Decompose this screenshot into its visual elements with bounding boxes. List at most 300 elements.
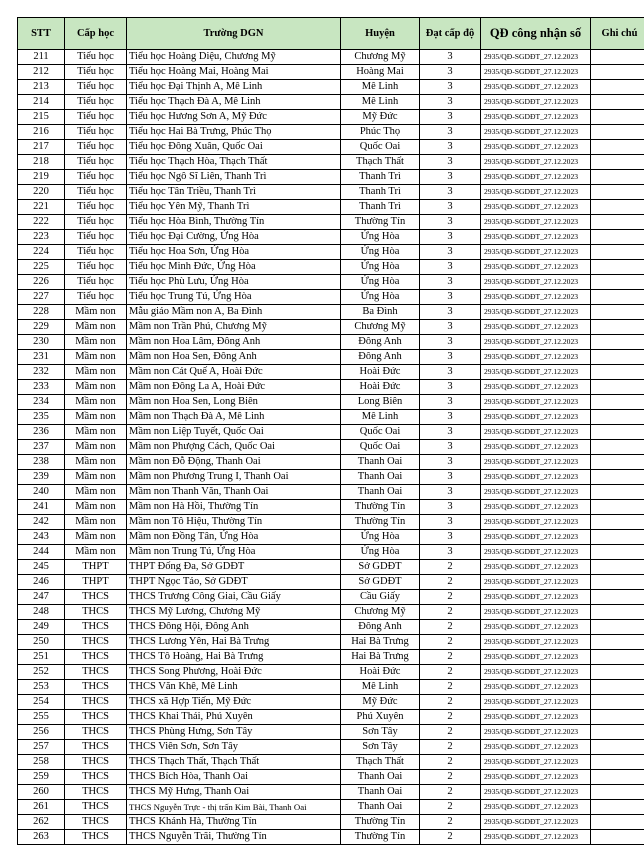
table-row <box>18 350 644 365</box>
cell-dat-cap-do: 3 <box>420 425 481 440</box>
cell-dat-cap-do: 3 <box>420 455 481 470</box>
cell-stt: 240 <box>18 485 65 500</box>
cell-dat-cap-do: 3 <box>420 140 481 155</box>
cell-dat-cap-do: 2 <box>420 635 481 650</box>
cell-truong: THCS Viên Sơn, Sơn Tây <box>127 740 341 755</box>
table-row <box>18 140 644 155</box>
cell-ghi-chu <box>591 770 644 785</box>
table-row <box>18 665 644 680</box>
cell-qd-cong-nhan: 2935/QĐ-SGDĐT_27.12.2023 <box>481 425 591 440</box>
cell-qd-cong-nhan: 2935/QĐ-SGDĐT_27.12.2023 <box>481 200 591 215</box>
cell-cap-hoc: Tiểu học <box>65 125 127 140</box>
cell-dat-cap-do: 3 <box>420 185 481 200</box>
cell-truong: THCS Khai Thái, Phú Xuyên <box>127 710 341 725</box>
cell-ghi-chu <box>591 500 644 515</box>
cell-huyen: Đông Anh <box>341 335 420 350</box>
cell-stt: 222 <box>18 215 65 230</box>
cell-ghi-chu <box>591 485 644 500</box>
cell-qd-cong-nhan: 2935/QĐ-SGDĐT_27.12.2023 <box>481 740 591 755</box>
cell-qd-cong-nhan: 2935/QĐ-SGDĐT_27.12.2023 <box>481 665 591 680</box>
cell-qd-cong-nhan: 2935/QĐ-SGDĐT_27.12.2023 <box>481 395 591 410</box>
cell-truong: Mầm non Trung Tú, Ứng Hòa <box>127 545 341 560</box>
cell-huyen: Quốc Oai <box>341 140 420 155</box>
cell-huyen: Thường Tín <box>341 515 420 530</box>
header-ghi-chu: Ghi chú <box>591 18 644 50</box>
table-row <box>18 785 644 800</box>
table-row <box>18 125 644 140</box>
cell-ghi-chu <box>591 695 644 710</box>
cell-huyen: Chương Mỹ <box>341 50 420 65</box>
cell-cap-hoc: Mầm non <box>65 455 127 470</box>
cell-ghi-chu <box>591 140 644 155</box>
table-row <box>18 305 644 320</box>
cell-qd-cong-nhan: 2935/QĐ-SGDĐT_27.12.2023 <box>481 545 591 560</box>
cell-ghi-chu <box>591 815 644 830</box>
cell-ghi-chu <box>591 155 644 170</box>
cell-huyen: Chương Mỹ <box>341 605 420 620</box>
cell-truong: Tiểu học Đại Cường, Ứng Hòa <box>127 230 341 245</box>
cell-dat-cap-do: 2 <box>420 740 481 755</box>
cell-cap-hoc: Mầm non <box>65 350 127 365</box>
cell-ghi-chu <box>591 560 644 575</box>
cell-stt: 256 <box>18 725 65 740</box>
table-row <box>18 830 644 845</box>
cell-qd-cong-nhan: 2935/QĐ-SGDĐT_27.12.2023 <box>481 485 591 500</box>
cell-ghi-chu <box>591 725 644 740</box>
cell-cap-hoc: Tiểu học <box>65 245 127 260</box>
cell-qd-cong-nhan: 2935/QĐ-SGDĐT_27.12.2023 <box>481 830 591 845</box>
cell-qd-cong-nhan: 2935/QĐ-SGDĐT_27.12.2023 <box>481 650 591 665</box>
cell-stt: 254 <box>18 695 65 710</box>
cell-dat-cap-do: 3 <box>420 50 481 65</box>
cell-huyen: Thạch Thất <box>341 755 420 770</box>
cell-truong: Mầm non Phượng Cách, Quốc Oai <box>127 440 341 455</box>
cell-qd-cong-nhan: 2935/QĐ-SGDĐT_27.12.2023 <box>481 725 591 740</box>
cell-cap-hoc: Tiểu học <box>65 170 127 185</box>
cell-cap-hoc: THCS <box>65 620 127 635</box>
cell-stt: 221 <box>18 200 65 215</box>
table-row <box>18 215 644 230</box>
cell-dat-cap-do: 2 <box>420 770 481 785</box>
cell-truong: THCS Mỹ Lương, Chương Mỹ <box>127 605 341 620</box>
cell-qd-cong-nhan: 2935/QĐ-SGDĐT_27.12.2023 <box>481 290 591 305</box>
table-row <box>18 50 644 65</box>
cell-qd-cong-nhan: 2935/QĐ-SGDĐT_27.12.2023 <box>481 50 591 65</box>
table-row <box>18 680 644 695</box>
cell-qd-cong-nhan: 2935/QĐ-SGDĐT_27.12.2023 <box>481 305 591 320</box>
cell-qd-cong-nhan: 2935/QĐ-SGDĐT_27.12.2023 <box>481 410 591 425</box>
cell-ghi-chu <box>591 710 644 725</box>
cell-huyen: Ứng Hòa <box>341 260 420 275</box>
cell-cap-hoc: Mầm non <box>65 515 127 530</box>
cell-huyen: Thanh Trì <box>341 170 420 185</box>
cell-ghi-chu <box>591 260 644 275</box>
cell-dat-cap-do: 3 <box>420 275 481 290</box>
cell-truong: THCS Tô Hoàng, Hai Bà Trưng <box>127 650 341 665</box>
cell-dat-cap-do: 3 <box>420 545 481 560</box>
cell-truong: Tiểu học Ngô Sĩ Liên, Thanh Trì <box>127 170 341 185</box>
cell-dat-cap-do: 3 <box>420 470 481 485</box>
cell-stt: 263 <box>18 830 65 845</box>
cell-stt: 225 <box>18 260 65 275</box>
cell-ghi-chu <box>591 455 644 470</box>
cell-stt: 245 <box>18 560 65 575</box>
cell-huyen: Ứng Hòa <box>341 275 420 290</box>
table-row <box>18 620 644 635</box>
cell-stt: 250 <box>18 635 65 650</box>
cell-cap-hoc: Mầm non <box>65 320 127 335</box>
cell-truong: Mầm non Đông La A, Hoài Đức <box>127 380 341 395</box>
cell-dat-cap-do: 3 <box>420 155 481 170</box>
cell-stt: 233 <box>18 380 65 395</box>
table-row <box>18 575 644 590</box>
cell-huyen: Đông Anh <box>341 350 420 365</box>
cell-cap-hoc: THCS <box>65 740 127 755</box>
cell-ghi-chu <box>591 350 644 365</box>
table-row <box>18 725 644 740</box>
table-row <box>18 800 644 815</box>
table-row <box>18 635 644 650</box>
cell-ghi-chu <box>591 80 644 95</box>
cell-qd-cong-nhan: 2935/QĐ-SGDĐT_27.12.2023 <box>481 590 591 605</box>
cell-huyen: Hoài Đức <box>341 365 420 380</box>
cell-dat-cap-do: 2 <box>420 650 481 665</box>
cell-ghi-chu <box>591 590 644 605</box>
table-row <box>18 740 644 755</box>
cell-cap-hoc: THCS <box>65 695 127 710</box>
cell-qd-cong-nhan: 2935/QĐ-SGDĐT_27.12.2023 <box>481 710 591 725</box>
cell-cap-hoc: Mầm non <box>65 365 127 380</box>
cell-cap-hoc: THCS <box>65 830 127 845</box>
cell-qd-cong-nhan: 2935/QĐ-SGDĐT_27.12.2023 <box>481 155 591 170</box>
table-row <box>18 380 644 395</box>
cell-ghi-chu <box>591 635 644 650</box>
cell-ghi-chu <box>591 290 644 305</box>
cell-stt: 235 <box>18 410 65 425</box>
cell-dat-cap-do: 3 <box>420 215 481 230</box>
header-dat-cap-do: Đạt cấp độ <box>420 18 481 50</box>
cell-stt: 246 <box>18 575 65 590</box>
cell-ghi-chu <box>591 470 644 485</box>
cell-cap-hoc: Tiểu học <box>65 65 127 80</box>
table-row <box>18 530 644 545</box>
cell-stt: 248 <box>18 605 65 620</box>
cell-cap-hoc: Tiểu học <box>65 275 127 290</box>
table-row <box>18 320 644 335</box>
cell-qd-cong-nhan: 2935/QĐ-SGDĐT_27.12.2023 <box>481 605 591 620</box>
cell-huyen: Ứng Hòa <box>341 230 420 245</box>
cell-dat-cap-do: 3 <box>420 335 481 350</box>
cell-ghi-chu <box>591 110 644 125</box>
cell-truong: THCS Nguyễn Trãi, Thường Tín <box>127 830 341 845</box>
cell-qd-cong-nhan: 2935/QĐ-SGDĐT_27.12.2023 <box>481 785 591 800</box>
cell-stt: 228 <box>18 305 65 320</box>
cell-huyen: Long Biên <box>341 395 420 410</box>
cell-huyen: Quốc Oai <box>341 425 420 440</box>
cell-huyen: Thường Tín <box>341 815 420 830</box>
cell-ghi-chu <box>591 755 644 770</box>
cell-huyen: Thanh Oai <box>341 470 420 485</box>
cell-huyen: Hoàng Mai <box>341 65 420 80</box>
table-row <box>18 365 644 380</box>
cell-ghi-chu <box>591 740 644 755</box>
cell-truong: Tiểu học Tân Triều, Thanh Trì <box>127 185 341 200</box>
cell-truong: THCS Nguyễn Trực - thị trấn Kim Bài, Thanh Oai <box>127 800 341 815</box>
cell-cap-hoc: Mầm non <box>65 410 127 425</box>
cell-ghi-chu <box>591 335 644 350</box>
cell-dat-cap-do: 2 <box>420 575 481 590</box>
table-row <box>18 485 644 500</box>
cell-ghi-chu <box>591 380 644 395</box>
table-row <box>18 650 644 665</box>
cell-dat-cap-do: 2 <box>420 725 481 740</box>
cell-stt: 219 <box>18 170 65 185</box>
table-row <box>18 290 644 305</box>
cell-cap-hoc: Mầm non <box>65 530 127 545</box>
cell-cap-hoc: Mầm non <box>65 485 127 500</box>
cell-truong: Mầm non Hà Hồi, Thường Tín <box>127 500 341 515</box>
table-row <box>18 275 644 290</box>
cell-ghi-chu <box>591 785 644 800</box>
cell-huyen: Hai Bà Trưng <box>341 650 420 665</box>
cell-dat-cap-do: 3 <box>420 350 481 365</box>
table-row <box>18 545 644 560</box>
cell-qd-cong-nhan: 2935/QĐ-SGDĐT_27.12.2023 <box>481 530 591 545</box>
cell-qd-cong-nhan: 2935/QĐ-SGDĐT_27.12.2023 <box>481 515 591 530</box>
table-header-row <box>18 18 644 50</box>
cell-ghi-chu <box>591 575 644 590</box>
cell-truong: Tiểu học Hoa Sơn, Ứng Hòa <box>127 245 341 260</box>
cell-stt: 247 <box>18 590 65 605</box>
cell-cap-hoc: Mầm non <box>65 335 127 350</box>
cell-dat-cap-do: 2 <box>420 710 481 725</box>
table-row <box>18 170 644 185</box>
cell-ghi-chu <box>591 50 644 65</box>
cell-huyen: Mỹ Đức <box>341 695 420 710</box>
cell-huyen: Thanh Oai <box>341 785 420 800</box>
cell-cap-hoc: THCS <box>65 665 127 680</box>
cell-dat-cap-do: 3 <box>420 500 481 515</box>
cell-dat-cap-do: 3 <box>420 230 481 245</box>
cell-truong: THCS Phùng Hưng, Sơn Tây <box>127 725 341 740</box>
table-row <box>18 200 644 215</box>
table-row <box>18 410 644 425</box>
cell-cap-hoc: Mầm non <box>65 395 127 410</box>
cell-stt: 243 <box>18 530 65 545</box>
cell-truong: Tiểu học Phù Lưu, Ứng Hòa <box>127 275 341 290</box>
cell-dat-cap-do: 3 <box>420 320 481 335</box>
cell-dat-cap-do: 3 <box>420 200 481 215</box>
cell-ghi-chu <box>591 620 644 635</box>
cell-qd-cong-nhan: 2935/QĐ-SGDĐT_27.12.2023 <box>481 770 591 785</box>
cell-qd-cong-nhan: 2935/QĐ-SGDĐT_27.12.2023 <box>481 695 591 710</box>
cell-huyen: Thanh Oai <box>341 800 420 815</box>
cell-cap-hoc: Tiểu học <box>65 290 127 305</box>
cell-dat-cap-do: 2 <box>420 560 481 575</box>
table-row <box>18 470 644 485</box>
cell-ghi-chu <box>591 665 644 680</box>
cell-cap-hoc: Tiểu học <box>65 50 127 65</box>
cell-huyen: Cầu Giấy <box>341 590 420 605</box>
cell-cap-hoc: Tiểu học <box>65 140 127 155</box>
table-row <box>18 560 644 575</box>
cell-stt: 216 <box>18 125 65 140</box>
cell-stt: 236 <box>18 425 65 440</box>
table-row <box>18 335 644 350</box>
cell-qd-cong-nhan: 2935/QĐ-SGDĐT_27.12.2023 <box>481 455 591 470</box>
cell-huyen: Mê Linh <box>341 95 420 110</box>
cell-dat-cap-do: 3 <box>420 290 481 305</box>
cell-huyen: Hai Bà Trưng <box>341 635 420 650</box>
cell-truong: Mầm non Đỗ Động, Thanh Oai <box>127 455 341 470</box>
cell-huyen: Phú Xuyên <box>341 710 420 725</box>
cell-stt: 215 <box>18 110 65 125</box>
cell-stt: 226 <box>18 275 65 290</box>
cell-stt: 229 <box>18 320 65 335</box>
cell-stt: 227 <box>18 290 65 305</box>
cell-cap-hoc: Mầm non <box>65 305 127 320</box>
cell-qd-cong-nhan: 2935/QĐ-SGDĐT_27.12.2023 <box>481 140 591 155</box>
cell-truong: Mầm non Đồng Tân, Ứng Hòa <box>127 530 341 545</box>
cell-stt: 242 <box>18 515 65 530</box>
cell-truong: Tiểu học Đông Xuân, Quốc Oai <box>127 140 341 155</box>
cell-huyen: Thường Tín <box>341 830 420 845</box>
cell-ghi-chu <box>591 425 644 440</box>
cell-dat-cap-do: 3 <box>420 515 481 530</box>
table-row <box>18 695 644 710</box>
cell-dat-cap-do: 3 <box>420 395 481 410</box>
table-row <box>18 500 644 515</box>
cell-huyen: Mê Linh <box>341 680 420 695</box>
table-row <box>18 755 644 770</box>
cell-cap-hoc: Mầm non <box>65 470 127 485</box>
cell-ghi-chu <box>591 65 644 80</box>
cell-cap-hoc: THCS <box>65 815 127 830</box>
cell-truong: THCS Đông Hội, Đông Anh <box>127 620 341 635</box>
cell-dat-cap-do: 2 <box>420 830 481 845</box>
cell-cap-hoc: THCS <box>65 785 127 800</box>
cell-huyen: Ba Đình <box>341 305 420 320</box>
cell-stt: 258 <box>18 755 65 770</box>
cell-ghi-chu <box>591 305 644 320</box>
cell-stt: 251 <box>18 650 65 665</box>
cell-cap-hoc: THCS <box>65 800 127 815</box>
table-row <box>18 425 644 440</box>
cell-ghi-chu <box>591 410 644 425</box>
cell-dat-cap-do: 2 <box>420 695 481 710</box>
header-qd-cong-nhan: QĐ công nhận số <box>481 18 591 50</box>
cell-qd-cong-nhan: 2935/QĐ-SGDĐT_27.12.2023 <box>481 245 591 260</box>
cell-ghi-chu <box>591 440 644 455</box>
cell-huyen: Hoài Đức <box>341 665 420 680</box>
cell-stt: 252 <box>18 665 65 680</box>
cell-qd-cong-nhan: 2935/QĐ-SGDĐT_27.12.2023 <box>481 230 591 245</box>
cell-truong: Tiểu học Hoàng Mai, Hoàng Mai <box>127 65 341 80</box>
cell-truong: Tiểu học Hai Bà Trưng, Phúc Thọ <box>127 125 341 140</box>
cell-truong: Mầm non Liệp Tuyết, Quốc Oai <box>127 425 341 440</box>
cell-cap-hoc: Mầm non <box>65 380 127 395</box>
cell-qd-cong-nhan: 2935/QĐ-SGDĐT_27.12.2023 <box>481 275 591 290</box>
cell-qd-cong-nhan: 2935/QĐ-SGDĐT_27.12.2023 <box>481 755 591 770</box>
cell-truong: THPT Ngọc Tảo, Sở GDĐT <box>127 575 341 590</box>
cell-dat-cap-do: 3 <box>420 260 481 275</box>
cell-truong: THCS Văn Khê, Mê Linh <box>127 680 341 695</box>
cell-huyen: Thanh Oai <box>341 485 420 500</box>
cell-truong: Tiểu học Đại Thịnh A, Mê Linh <box>127 80 341 95</box>
cell-cap-hoc: THCS <box>65 635 127 650</box>
cell-truong: Tiểu học Hương Sơn A, Mỹ Đức <box>127 110 341 125</box>
cell-truong: Mẫu giáo Mầm non A, Ba Đình <box>127 305 341 320</box>
table-row <box>18 95 644 110</box>
cell-huyen: Mê Linh <box>341 80 420 95</box>
table-row <box>18 515 644 530</box>
cell-stt: 237 <box>18 440 65 455</box>
table-row <box>18 590 644 605</box>
cell-stt: 239 <box>18 470 65 485</box>
cell-qd-cong-nhan: 2935/QĐ-SGDĐT_27.12.2023 <box>481 800 591 815</box>
cell-ghi-chu <box>591 605 644 620</box>
cell-stt: 241 <box>18 500 65 515</box>
table-row <box>18 110 644 125</box>
cell-ghi-chu <box>591 515 644 530</box>
cell-huyen: Sơn Tây <box>341 725 420 740</box>
cell-huyen: Đông Anh <box>341 620 420 635</box>
cell-stt: 259 <box>18 770 65 785</box>
cell-ghi-chu <box>591 530 644 545</box>
cell-stt: 212 <box>18 65 65 80</box>
cell-cap-hoc: Tiểu học <box>65 110 127 125</box>
table-row <box>18 395 644 410</box>
cell-qd-cong-nhan: 2935/QĐ-SGDĐT_27.12.2023 <box>481 470 591 485</box>
cell-cap-hoc: THCS <box>65 770 127 785</box>
cell-cap-hoc: Tiểu học <box>65 185 127 200</box>
cell-stt: 234 <box>18 395 65 410</box>
cell-ghi-chu <box>591 800 644 815</box>
cell-qd-cong-nhan: 2935/QĐ-SGDĐT_27.12.2023 <box>481 260 591 275</box>
cell-stt: 253 <box>18 680 65 695</box>
document-page <box>17 17 638 845</box>
cell-truong: THCS Lương Yên, Hai Bà Trưng <box>127 635 341 650</box>
cell-stt: 231 <box>18 350 65 365</box>
cell-truong: THCS Khánh Hà, Thường Tín <box>127 815 341 830</box>
cell-huyen: Thanh Trì <box>341 200 420 215</box>
cell-huyen: Thanh Trì <box>341 185 420 200</box>
cell-ghi-chu <box>591 320 644 335</box>
table-row <box>18 245 644 260</box>
cell-ghi-chu <box>591 215 644 230</box>
cell-huyen: Ứng Hòa <box>341 530 420 545</box>
cell-qd-cong-nhan: 2935/QĐ-SGDĐT_27.12.2023 <box>481 170 591 185</box>
cell-qd-cong-nhan: 2935/QĐ-SGDĐT_27.12.2023 <box>481 80 591 95</box>
cell-cap-hoc: Tiểu học <box>65 260 127 275</box>
cell-cap-hoc: Mầm non <box>65 425 127 440</box>
cell-stt: 238 <box>18 455 65 470</box>
cell-dat-cap-do: 2 <box>420 605 481 620</box>
cell-truong: Tiểu học Thạch Đà A, Mê Linh <box>127 95 341 110</box>
cell-dat-cap-do: 2 <box>420 665 481 680</box>
cell-qd-cong-nhan: 2935/QĐ-SGDĐT_27.12.2023 <box>481 110 591 125</box>
cell-ghi-chu <box>591 230 644 245</box>
cell-dat-cap-do: 3 <box>420 170 481 185</box>
cell-dat-cap-do: 3 <box>420 380 481 395</box>
cell-ghi-chu <box>591 245 644 260</box>
cell-qd-cong-nhan: 2935/QĐ-SGDĐT_27.12.2023 <box>481 440 591 455</box>
cell-cap-hoc: THCS <box>65 680 127 695</box>
cell-truong: THCS Trương Công Giai, Cầu Giấy <box>127 590 341 605</box>
cell-cap-hoc: THCS <box>65 710 127 725</box>
header-cap-hoc: Cấp học <box>65 18 127 50</box>
cell-stt: 232 <box>18 365 65 380</box>
